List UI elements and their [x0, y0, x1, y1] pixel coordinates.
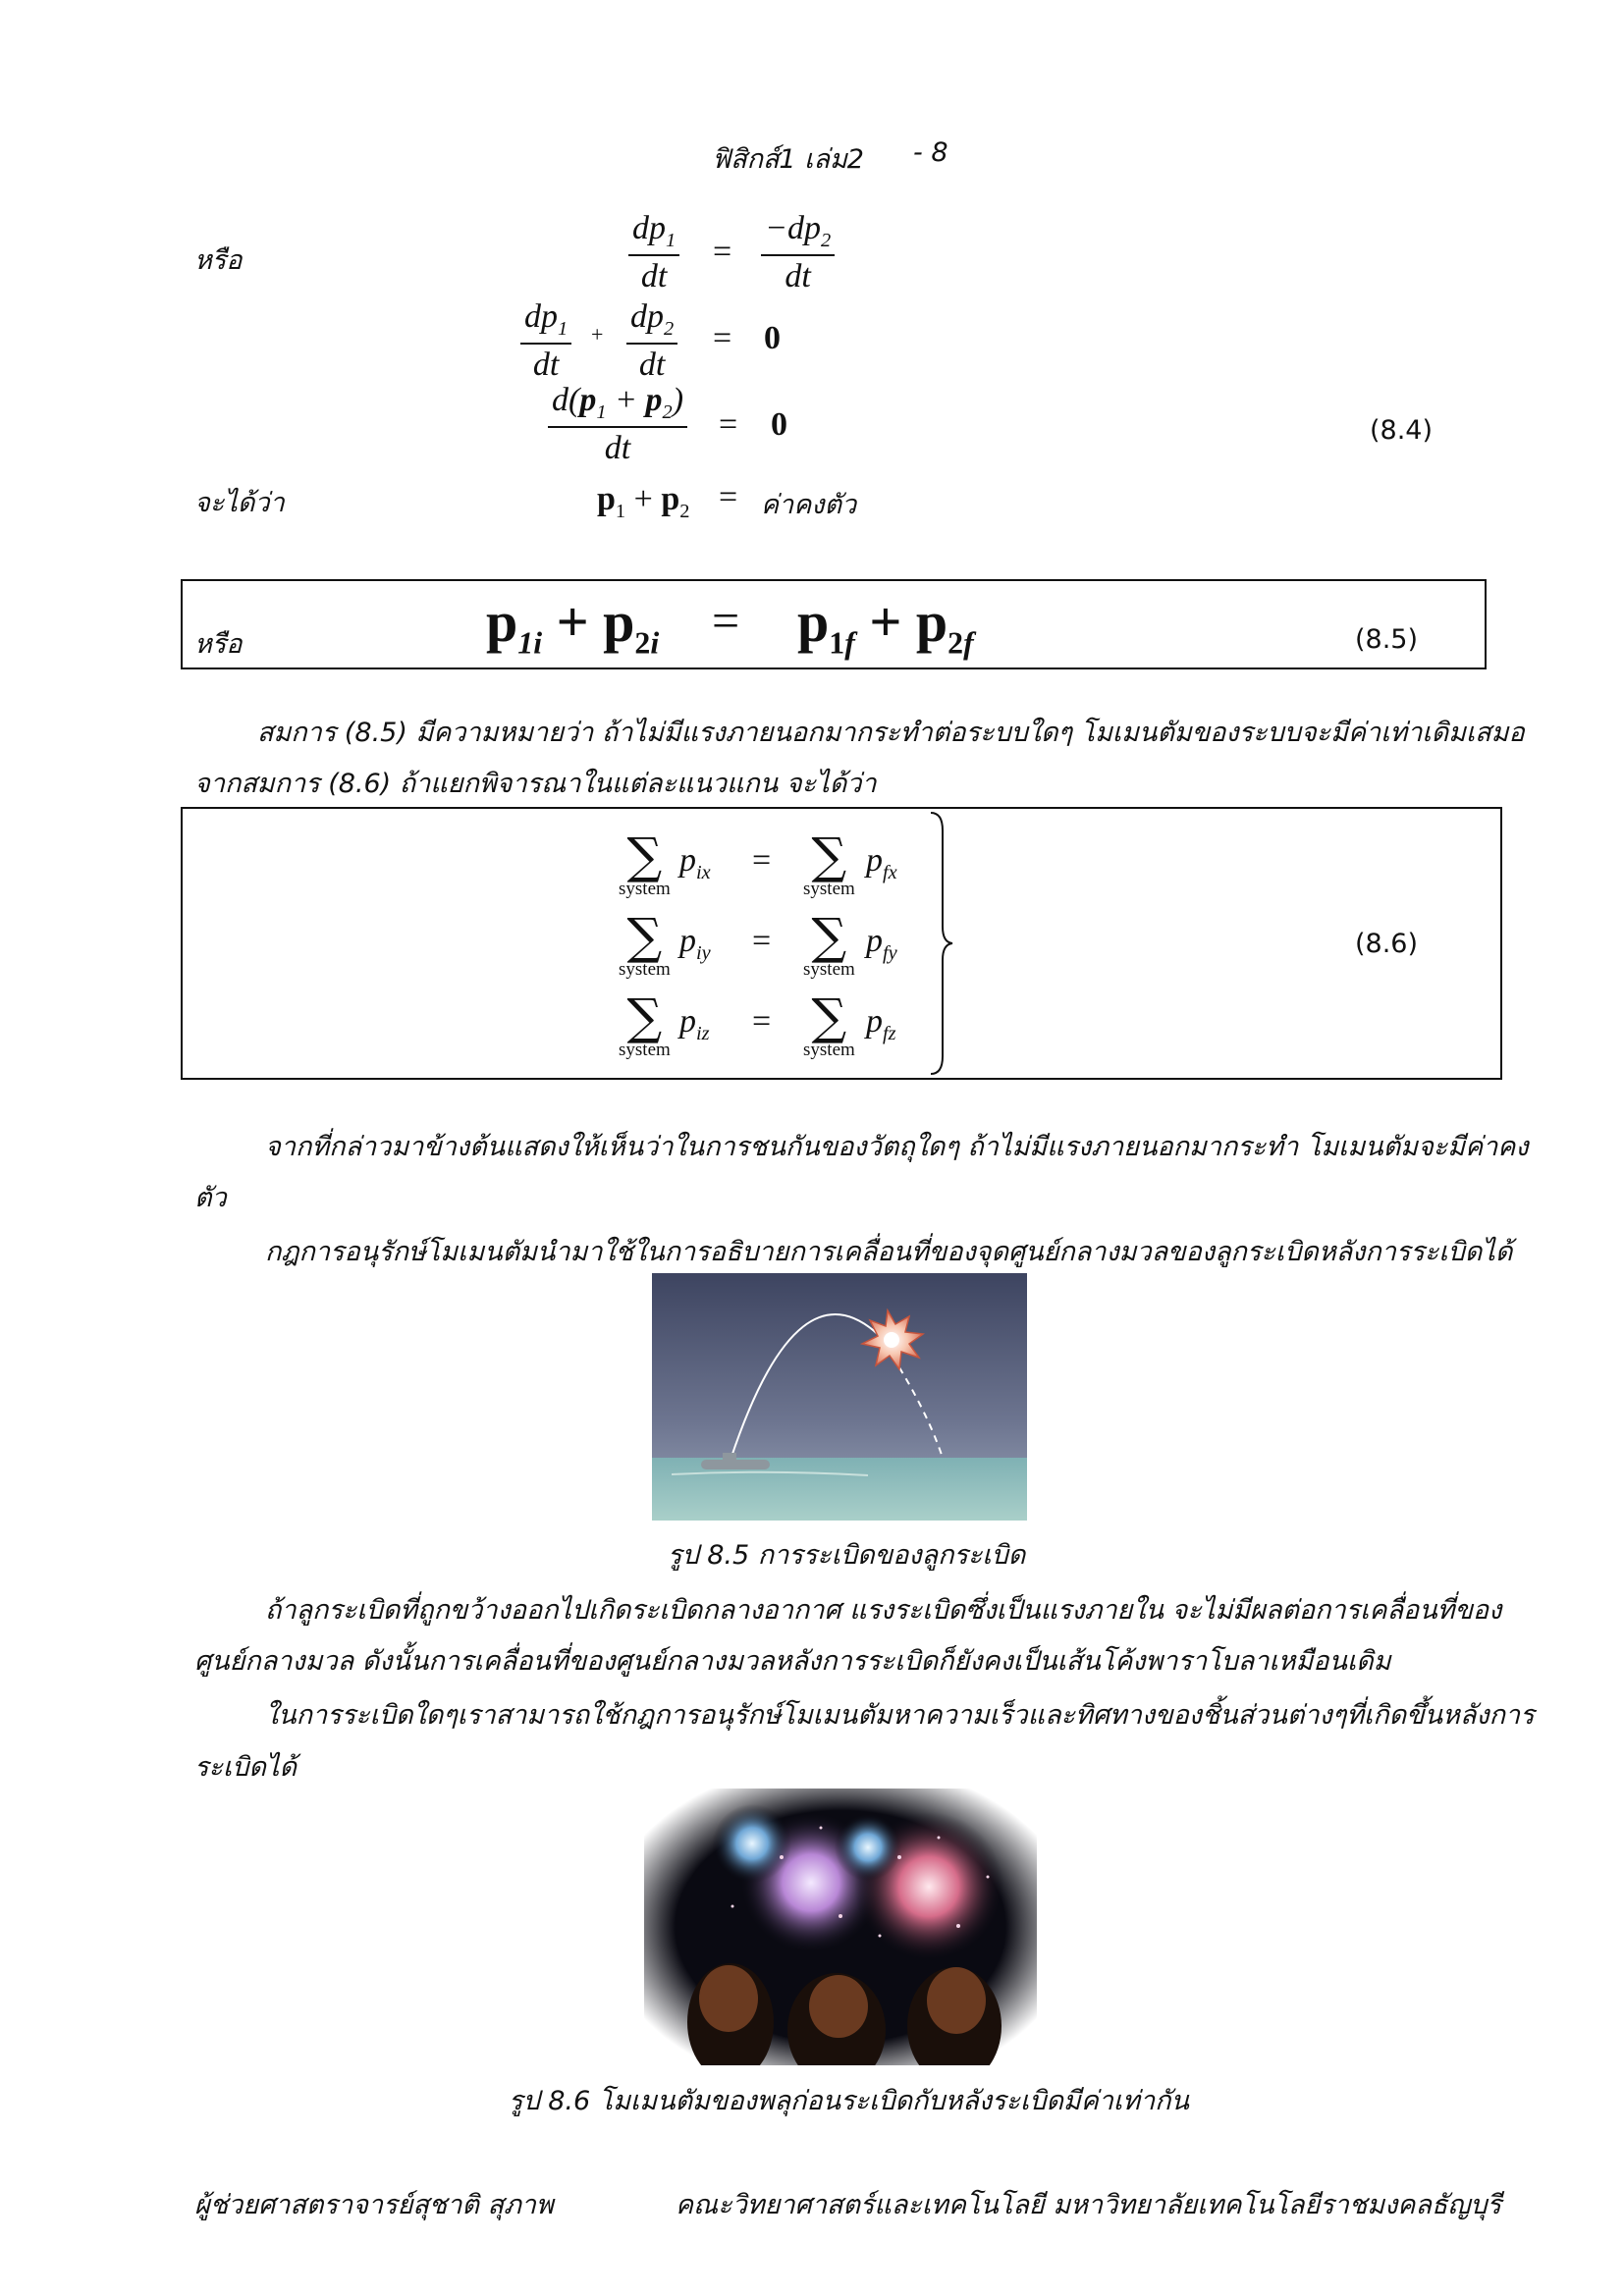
fraction-dp1-dt: $\frac{dp_1}{dt}$ [628, 211, 679, 294]
paragraph-line: ศูนย์กลางมวล ดังนั้นการเคลื่อนที่ของศูนย์กลางมวลหลังการระเบิดก็ยังคงเป็นเส้นโค้งพาราโบลาเหมือนเดิม [194, 1646, 1391, 1677]
fraction-dp2-dt: $\frac{dp_2}{dt}$ [626, 299, 677, 383]
equals-sign: = [713, 320, 732, 356]
equals-sign: = [719, 406, 738, 443]
figure-caption: รูป 8.6 โมเมนตัมของพลุก่อนระเบิดกับหลังระเบิดมีค่าเท่ากัน [509, 2086, 1189, 2116]
page-header-title: ฟิสิกส์1 เล่ม2 [712, 144, 864, 175]
momentum-initial-sum: $p_{1i} + p_{2i}$ [486, 590, 660, 661]
result-label: จะได้ว่า [194, 488, 285, 518]
p-iz: $p_{iz}$ [679, 1003, 710, 1044]
fraction-dp1-dt-2: $\frac{dp_1}{dt}$ [520, 299, 571, 383]
zero-value: 0 [771, 406, 787, 443]
paragraph-line: ระเบิดได้ [194, 1752, 298, 1783]
summation-system: ∑ system [803, 908, 855, 980]
equation-label-8-4: (8.4) [1370, 415, 1434, 446]
constant-value: ค่าคงตัว [761, 490, 857, 520]
equals-sign: = [752, 1003, 772, 1040]
page-number: - 8 [913, 137, 948, 168]
figure-caption: รูป 8.5 การระเบิดของลูกระเบิด [668, 1540, 1026, 1571]
plus-sign: + [591, 322, 604, 347]
footer-institution: คณะวิทยาศาสตร์และเทคโนโลยี มหาวิทยาลัยเทคโนโลยีราชมงคลธัญบุรี [676, 2190, 1501, 2220]
p-fy: $p_{fy}$ [866, 923, 897, 964]
equation-label-8-5: (8.5) [1355, 624, 1419, 655]
equation-label-8-6: (8.6) [1355, 929, 1419, 959]
paragraph-line: ตัว [194, 1183, 227, 1213]
fireworks-photo [644, 1789, 1037, 2065]
equals-sign: = [752, 842, 772, 879]
fraction-neg-dp2-dt: $\frac{-dp_2}{dt}$ [761, 211, 835, 294]
equals-sign: = [713, 234, 732, 270]
sum-p1-p2: $p_1 + p_2$ [597, 481, 690, 522]
or-label: หรือ [194, 629, 243, 660]
footer-author: ผู้ช่วยศาสตราจารย์สุชาติ สุภาพ [194, 2190, 554, 2220]
summation-system: ∑ system [619, 988, 671, 1060]
zero-value: 0 [764, 320, 781, 356]
or-label: หรือ [194, 245, 243, 276]
right-brace [927, 811, 956, 1076]
p-fx: $p_{fx}$ [866, 842, 897, 883]
summation-system: ∑ system [619, 828, 671, 899]
paragraph-line: จากที่กล่าวมาข้างต้นแสดงให้เห็นว่าในการชนกันของวัตถุใดๆ ถ้าไม่มีแรงภายนอกมากระทำ โมเมนตัมจะมีค่าคง [265, 1132, 1529, 1162]
equals-sign: = [712, 593, 740, 648]
paragraph-line: สมการ (8.5) มีความหมายว่า ถ้าไม่มีแรงภายนอกมากระทำต่อระบบใดๆ โมเมนตัมของระบบจะมีค่าเท่าเดิมเสมอ [257, 718, 1525, 748]
equals-sign: = [719, 479, 738, 515]
momentum-final-sum: $p_{1f} + p_{2f}$ [797, 590, 974, 661]
explosion-figure [652, 1273, 1027, 1521]
fraction-d-sum-dt: $\frac{d(p_1 + p_2)}{dt}$ [548, 383, 687, 466]
paragraph-line: ถ้าลูกระเบิดที่ถูกขว้างออกไปเกิดระเบิดกลางอากาศ แรงระเบิดซึ่งเป็นแรงภายใน จะไม่มีผลต่อการเคลื่อนที่ของ [265, 1595, 1502, 1626]
paragraph-line: จากสมการ (8.6) ถ้าแยกพิจารณาในแต่ละแนวแกน จะได้ว่า [194, 769, 877, 799]
summation-system: ∑ system [803, 988, 855, 1060]
p-iy: $p_{iy}$ [679, 923, 711, 964]
summation-system: ∑ system [619, 908, 671, 980]
equals-sign: = [752, 923, 772, 959]
p-fz: $p_{fz}$ [866, 1003, 896, 1044]
paragraph-line: กฎการอนุรักษ์โมเมนตัมนำมาใช้ในการอธิบายการเคลื่อนที่ของจุดศูนย์กลางมวลของลูกระเบิดหลังการระเบิดได้ [265, 1237, 1513, 1267]
paragraph-line: ในการระเบิดใดๆเราสามารถใช้กฎการอนุรักษ์โมเมนตัมหาความเร็วและทิศทางของชิ้นส่วนต่างๆที่เกิดขึ้นหลังการ [265, 1700, 1535, 1731]
p-ix: $p_{ix}$ [679, 842, 711, 883]
summation-system: ∑ system [803, 828, 855, 899]
